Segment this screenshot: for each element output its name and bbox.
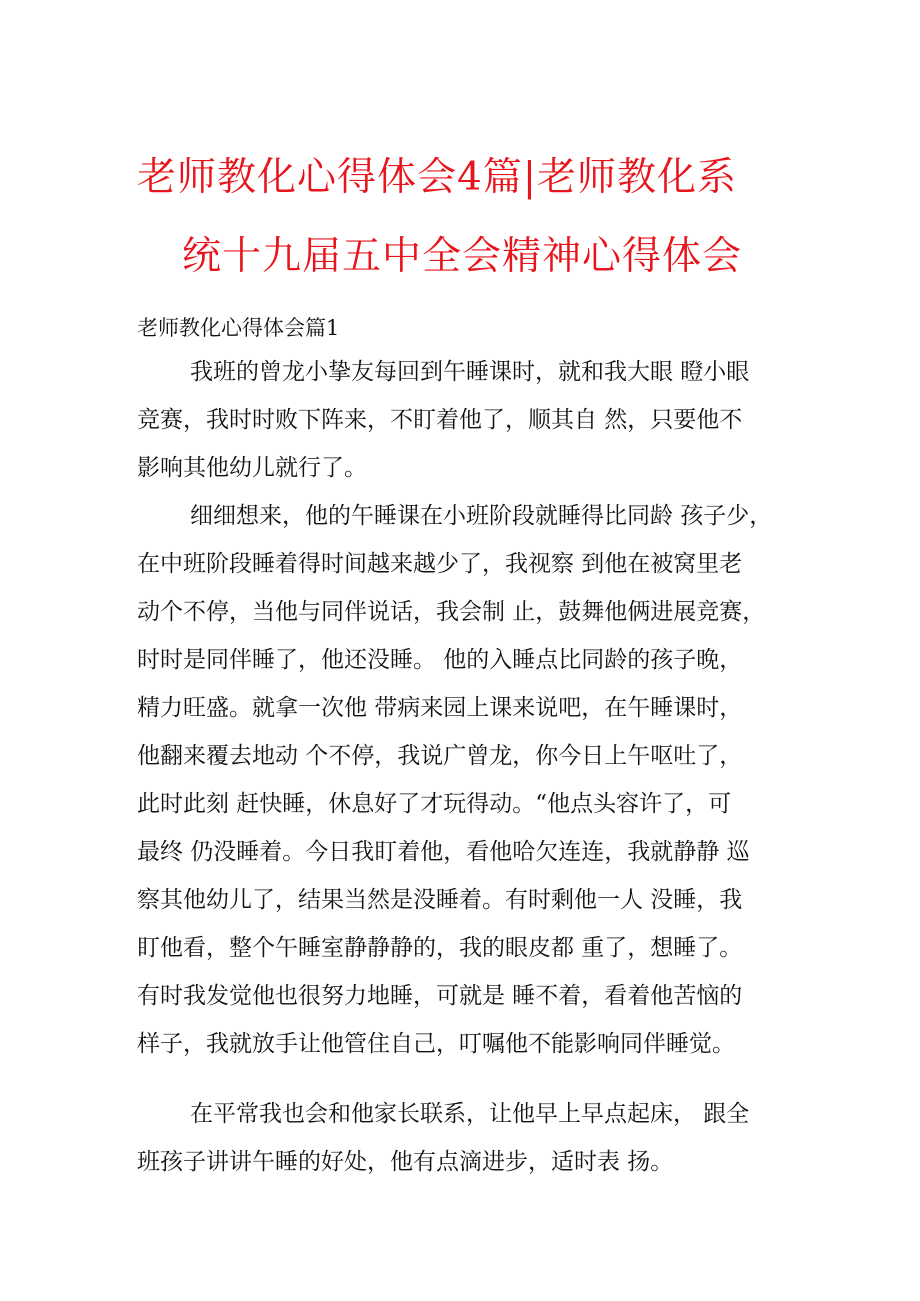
- paragraph-1: [137, 348, 797, 492]
- paragraph-line: 我班的曾龙小挚友每回到午睡课时，就和我大眼 瞪小眼: [190, 359, 750, 385]
- paragraph-line: 察其他幼儿了，结果当然是没睡着。有时剩他一人 没睡，我: [137, 887, 743, 913]
- paragraph-line: 最终 仍没睡着。今日我盯着他，看他哈欠连连，我就静静 巡: [137, 839, 750, 865]
- paragraph-2: [137, 492, 797, 1068]
- paragraph-line: 竞赛，我时时败下阵来，不盯着他了，顺其自 然，只要他不: [137, 407, 743, 433]
- paragraph-line: 精力旺盛。就拿一次他 带病来园上课来说吧，在午睡课时，: [137, 695, 743, 721]
- document-title-line-2: 统十九届五中全会精神心得体会: [182, 234, 743, 279]
- paragraph-line: 在中班阶段睡着得时间越来越少了，我视察 到他在被窝里老: [137, 551, 743, 577]
- paragraph-line: 动个不停，当他与同伴说话，我会制 止，鼓舞他俩进展竞赛，: [137, 599, 766, 625]
- paragraph-3: [137, 1090, 797, 1186]
- paragraph-line: 盯他看，整个午睡室静静静的，我的眼皮都 重了，想睡了。: [137, 935, 743, 961]
- paragraph-line: 班孩子讲讲午睡的好处，他有点滴进步，适时表 扬。: [137, 1149, 674, 1175]
- paragraph-line: 他翻来覆去地动 个不停，我说广曾龙，你今日上午呕吐了，: [137, 743, 743, 769]
- paragraph-line: 样子，我就放手让他管住自己，叮嘱他不能影响同伴睡觉。: [137, 1031, 735, 1057]
- paragraph-line: 时时是同伴睡了，他还没睡。 他的入睡点比同龄的孩子晚，: [137, 647, 743, 673]
- paragraph-line: 细细想来，他的午睡课在小班阶段就睡得比同龄 孩子少，: [190, 503, 773, 529]
- paragraph-line: 有时我发觉他也很努力地睡，可就是 睡不着，看着他苦恼的: [137, 983, 743, 1009]
- section-heading: 老师教化心得体会篇1: [137, 316, 340, 340]
- paragraph-line: 在平常我也会和他家长联系，让他早上早点起床， 跟全: [190, 1101, 750, 1127]
- document-title-line-1: 老师教化心得体会4篇|老师教化系: [137, 155, 737, 200]
- paragraph-line: 此时此刻 赶快睡，休息好了才玩得动。“他点头容许了，可: [137, 791, 732, 817]
- paragraph-line: 影响其他幼儿就行了。: [137, 455, 367, 481]
